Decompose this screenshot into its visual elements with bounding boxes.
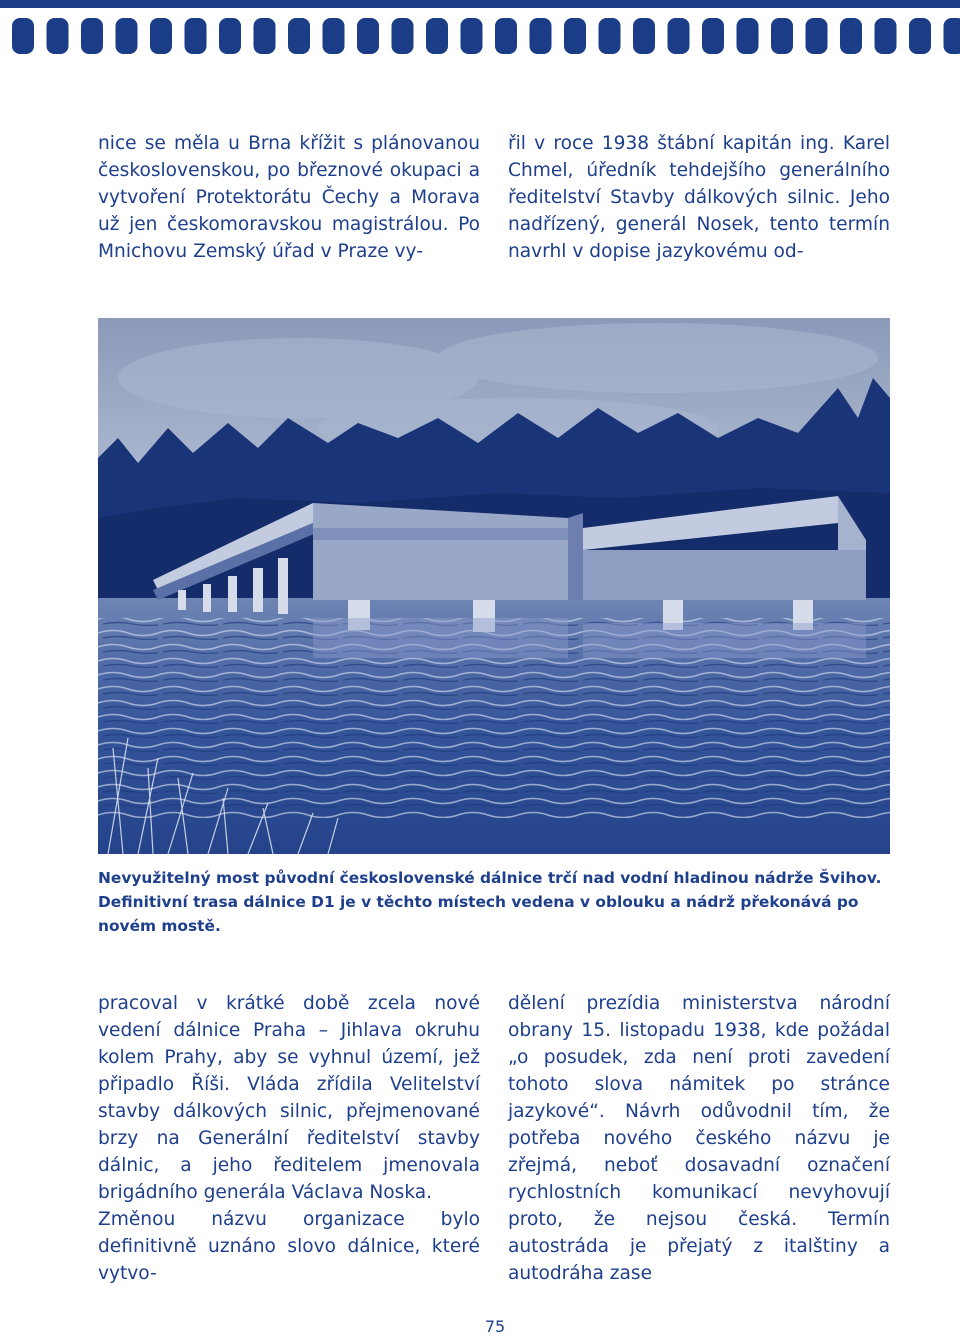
binding-hole [150,18,172,54]
photo-bridge-over-reservoir [98,318,890,854]
binding-hole [633,18,655,54]
paragraph: řil v roce 1938 štábní kapitán ing. Karel Chmel, úředník tehdejšího generálního ředitelství Stavby dálkových silnic. Jeho nadřízený, generál Nosek, tento termín navrhl v dopise jazykovému od- [508,133,890,262]
page-number: 75 [484,1317,506,1336]
binding-hole [737,18,759,54]
binding-hole [47,18,69,54]
text-column-top-left [98,130,480,265]
binding-hole [806,18,828,54]
binding-hole [219,18,241,54]
binding-hole [392,18,414,54]
binding-hole [702,18,724,54]
paragraph: Změnou názvu organizace bylo definitivně uznáno slovo dálnice, které vytvo- [98,1209,480,1284]
paragraph: dělení prezídia ministerstva národní obrany 15. listopadu 1938, kde požádal „o posudek, zda není proti zavedení tohoto slova námitek po stránce jazykové“. Návrh odůvodnil tím, že potřeba nového českého názvu je zřejmá, neboť dosavadní označení rychlostních komunikací nevyhovují proto, že nejsou česká. Termín autostráda je přejatý z italštiny a autodráha zase [508,993,890,1284]
binding-hole [12,18,34,54]
binding-hole [185,18,207,54]
paragraph: nice se měla u Brna křížit s plánovanou československou, po březnové okupaci a vytvoření Protektorátu Čechy a Morava už jen českomoravskou magistrálou. Po Mnichovu Zemský úřad v Praze vy- [98,133,480,262]
binding-hole [668,18,690,54]
paragraph: pracoval v krátké době zcela nové vedení dálnice Praha – Jihlava okruhu kolem Prahy, aby se vyhnul území, jež připadlo Říši. Vláda zřídila Velitelství stavby dálkových silnic, přejmenované brzy na Generální ředitelství stavby dálnic, a jeho ředitelem jmenovala brigádního generála Václava Noska. [98,993,480,1203]
text-column-top-right [508,130,890,265]
text-column-bottom-left [98,990,480,1287]
binding-hole [116,18,138,54]
binding-hole [909,18,931,54]
binding-hole [840,18,862,54]
binding-hole [495,18,517,54]
binding-hole [944,18,960,54]
binding-hole [564,18,586,54]
binding-hole [81,18,103,54]
binding-hole [530,18,552,54]
binding-hole [323,18,345,54]
binding-hole [288,18,310,54]
binding-hole [357,18,379,54]
binding-hole [426,18,448,54]
binding-hole [599,18,621,54]
binding-hole [461,18,483,54]
photo-caption: Nevyužitelný most původní československé dálnice trčí nad vodní hladinou nádrže Švihov. Definitivní trasa dálnice D1 je v těchto místech vedena v oblouku a nádrž překonává po novém mostě. [98,869,882,935]
notebook-binding-decoration [0,0,960,70]
text-column-bottom-right [508,990,890,1287]
binding-hole [254,18,276,54]
binding-hole [875,18,897,54]
binding-hole [771,18,793,54]
